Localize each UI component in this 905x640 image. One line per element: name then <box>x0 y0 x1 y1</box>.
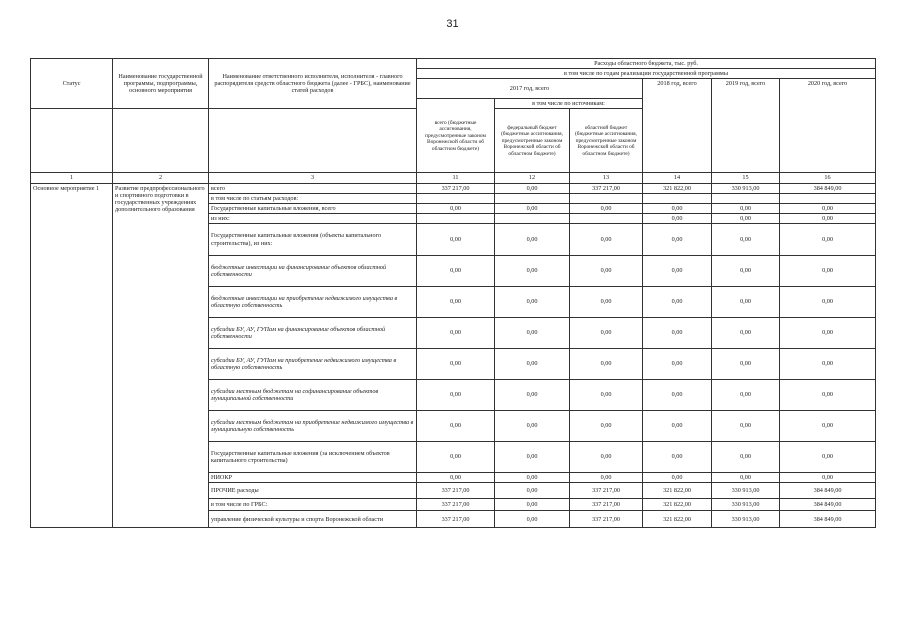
row-value <box>780 193 876 203</box>
row-value: 0,00 <box>643 473 712 483</box>
column-number: 13 <box>570 173 643 183</box>
row-value: 330 913,00 <box>712 483 780 499</box>
budget-table <box>30 58 876 528</box>
row-value: 0,00 <box>780 473 876 483</box>
row-name: ПРОЧИЕ расходы <box>209 483 417 499</box>
row-value: 0,00 <box>495 511 570 528</box>
row-value: 0,00 <box>780 442 876 473</box>
row-value: 0,00 <box>712 224 780 256</box>
row-value: 0,00 <box>417 203 495 213</box>
row-value <box>417 193 495 203</box>
row-value: 0,00 <box>780 411 876 442</box>
row-name: Государственные капитальные вложения (объекты капитального строительства), из них: <box>209 224 417 256</box>
row-value: 0,00 <box>417 318 495 349</box>
row-name: в том числе по статьям расходов: <box>209 193 417 203</box>
header-year-2020: 2020 год, всего <box>780 79 876 173</box>
row-value: 330 913,00 <box>712 499 780 511</box>
row-value: 0,00 <box>780 224 876 256</box>
row-value: 0,00 <box>712 318 780 349</box>
header-expenses-title: Расходы областного бюджета, тыс. руб. <box>417 59 876 69</box>
row-value: 0,00 <box>780 287 876 318</box>
row-name: субсидии БУ, АУ, ГУПам на финансирование объектов областной собственности <box>209 318 417 349</box>
status-cell: Основное мероприятие 1 <box>31 183 113 528</box>
row-value: 337 217,00 <box>570 499 643 511</box>
column-number: 16 <box>780 173 876 183</box>
header-year-2018: 2018 год, всего <box>643 79 712 173</box>
row-value: 0,00 <box>495 499 570 511</box>
row-value: 0,00 <box>495 473 570 483</box>
row-value: 0,00 <box>712 287 780 318</box>
column-number: 2 <box>113 173 209 183</box>
row-value: 0,00 <box>780 318 876 349</box>
row-value: 0,00 <box>495 442 570 473</box>
row-value: 0,00 <box>780 213 876 223</box>
row-value <box>712 193 780 203</box>
row-value: 0,00 <box>643 411 712 442</box>
row-value: 384 849,00 <box>780 483 876 499</box>
page-number: 31 <box>446 18 459 30</box>
header-by-sources: в том числе по источникам: <box>495 99 643 109</box>
row-value: 0,00 <box>712 473 780 483</box>
row-value: 0,00 <box>570 473 643 483</box>
row-value <box>570 193 643 203</box>
row-value: 0,00 <box>570 224 643 256</box>
row-value: 0,00 <box>712 213 780 223</box>
row-value: 337 217,00 <box>417 499 495 511</box>
row-value: 0,00 <box>495 380 570 411</box>
header-program-name: Наименование государственной программы, подпрограммы, основного мероприятия <box>113 59 209 109</box>
row-value: 321 822,00 <box>643 511 712 528</box>
row-value: 321 822,00 <box>643 483 712 499</box>
row-value: 0,00 <box>712 442 780 473</box>
row-value <box>417 213 495 223</box>
row-value: 0,00 <box>570 256 643 287</box>
column-number: 12 <box>495 173 570 183</box>
row-value: 0,00 <box>643 380 712 411</box>
row-value: 337 217,00 <box>570 483 643 499</box>
row-name: субсидии БУ, АУ, ГУПам на приобретение недвижимого имущества в областную собственность <box>209 349 417 380</box>
header-regional-budget: областной бюджет (бюджетные ассигнования, предусмотренные законом Воронежской области об областном бюджете) <box>570 109 643 173</box>
row-value <box>570 213 643 223</box>
row-name: Государственные капитальные вложения (за исключением объектов капитального строительства) <box>209 442 417 473</box>
table-row <box>31 183 876 193</box>
row-value: 0,00 <box>417 287 495 318</box>
row-value: 0,00 <box>780 349 876 380</box>
row-value: 0,00 <box>417 256 495 287</box>
row-name: управление физической культуры и спорта Воронежской области <box>209 511 417 528</box>
row-value: 0,00 <box>643 256 712 287</box>
column-number: 15 <box>712 173 780 183</box>
row-value: 0,00 <box>570 287 643 318</box>
row-value: 0,00 <box>570 380 643 411</box>
row-name: НИОКР <box>209 473 417 483</box>
row-value: 0,00 <box>570 318 643 349</box>
row-value <box>495 193 570 203</box>
row-value: 321 822,00 <box>643 499 712 511</box>
row-name: субсидии местным бюджетам на софинансирование объектов муниципальной собственности <box>209 380 417 411</box>
header-by-years: в том числе по годам реализации государственной программы <box>417 69 876 79</box>
row-value: 0,00 <box>643 287 712 318</box>
row-name: субсидии местным бюджетам на приобретение недвижимого имущества в муниципальную собственность <box>209 411 417 442</box>
row-value: 0,00 <box>417 224 495 256</box>
row-value: 0,00 <box>780 380 876 411</box>
row-value: 0,00 <box>495 349 570 380</box>
row-value: 0,00 <box>417 473 495 483</box>
row-value: 330 913,00 <box>712 511 780 528</box>
row-name: Государственные капитальные вложения, всего <box>209 203 417 213</box>
row-value: 0,00 <box>643 203 712 213</box>
row-value: 0,00 <box>712 380 780 411</box>
row-value: 330 913,00 <box>712 183 780 193</box>
row-value: 384 849,00 <box>780 511 876 528</box>
header-year-2017: 2017 год, всего <box>417 79 643 99</box>
row-value: 0,00 <box>495 224 570 256</box>
row-value: 0,00 <box>712 256 780 287</box>
row-value: 0,00 <box>417 442 495 473</box>
row-value: 0,00 <box>643 213 712 223</box>
row-value: 0,00 <box>712 411 780 442</box>
row-value: 0,00 <box>712 349 780 380</box>
row-value: 0,00 <box>495 318 570 349</box>
row-value <box>495 213 570 223</box>
row-value: 0,00 <box>417 380 495 411</box>
row-value: 0,00 <box>643 224 712 256</box>
row-value: 0,00 <box>643 442 712 473</box>
program-cell: Развитие предпрофессионального и спортивного подготовки в государственных учреждениях дополнительного образования <box>113 183 209 528</box>
row-value: 0,00 <box>495 256 570 287</box>
row-value: 0,00 <box>643 349 712 380</box>
row-value: 337 217,00 <box>417 483 495 499</box>
header-year-2019: 2019 год, всего <box>712 79 780 173</box>
row-value: 0,00 <box>495 287 570 318</box>
header-federal-budget: федеральный бюджет (бюджетные ассигнования, предусмотренные законом Воронежской области об областном бюджете) <box>495 109 570 173</box>
row-value: 0,00 <box>495 183 570 193</box>
row-value <box>643 193 712 203</box>
row-value: 0,00 <box>643 318 712 349</box>
row-value: 384 849,00 <box>780 499 876 511</box>
column-number: 3 <box>209 173 417 183</box>
row-value: 337 217,00 <box>417 183 495 193</box>
column-number-row <box>31 173 876 183</box>
row-value: 0,00 <box>417 349 495 380</box>
row-name: в том числе по ГРБС: <box>209 499 417 511</box>
row-value: 0,00 <box>570 411 643 442</box>
row-value: 337 217,00 <box>570 511 643 528</box>
row-value: 0,00 <box>417 411 495 442</box>
row-value: 0,00 <box>780 256 876 287</box>
column-number: 1 <box>31 173 113 183</box>
column-number: 14 <box>643 173 712 183</box>
row-value: 0,00 <box>570 442 643 473</box>
header-total-budget: всего (бюджетные ассигнования, предусмотренные законом Воронежской области об областном бюджете) <box>417 99 495 173</box>
header-executor: Наименование ответственного исполнителя, исполнителя - главного распорядителя средств областного бюджета (далее - ГРБС), наименование статей расходов <box>209 59 417 109</box>
header-status: Статус <box>31 59 113 109</box>
row-value: 337 217,00 <box>570 183 643 193</box>
row-value: 321 822,00 <box>643 183 712 193</box>
row-value: 0,00 <box>712 203 780 213</box>
row-value: 0,00 <box>495 483 570 499</box>
column-number: 11 <box>417 173 495 183</box>
row-value: 0,00 <box>495 203 570 213</box>
row-name: бюджетные инвестиции на финансирование объектов областной собственности <box>209 256 417 287</box>
row-value: 0,00 <box>495 411 570 442</box>
row-value: 0,00 <box>570 203 643 213</box>
row-name: всего <box>209 183 417 193</box>
row-value: 384 849,00 <box>780 183 876 193</box>
row-name: бюджетные инвестиции на приобретение недвижимого имущества в областную собственность <box>209 287 417 318</box>
row-value: 0,00 <box>780 203 876 213</box>
row-value: 0,00 <box>570 349 643 380</box>
row-value: 337 217,00 <box>417 511 495 528</box>
row-name: из них: <box>209 213 417 223</box>
